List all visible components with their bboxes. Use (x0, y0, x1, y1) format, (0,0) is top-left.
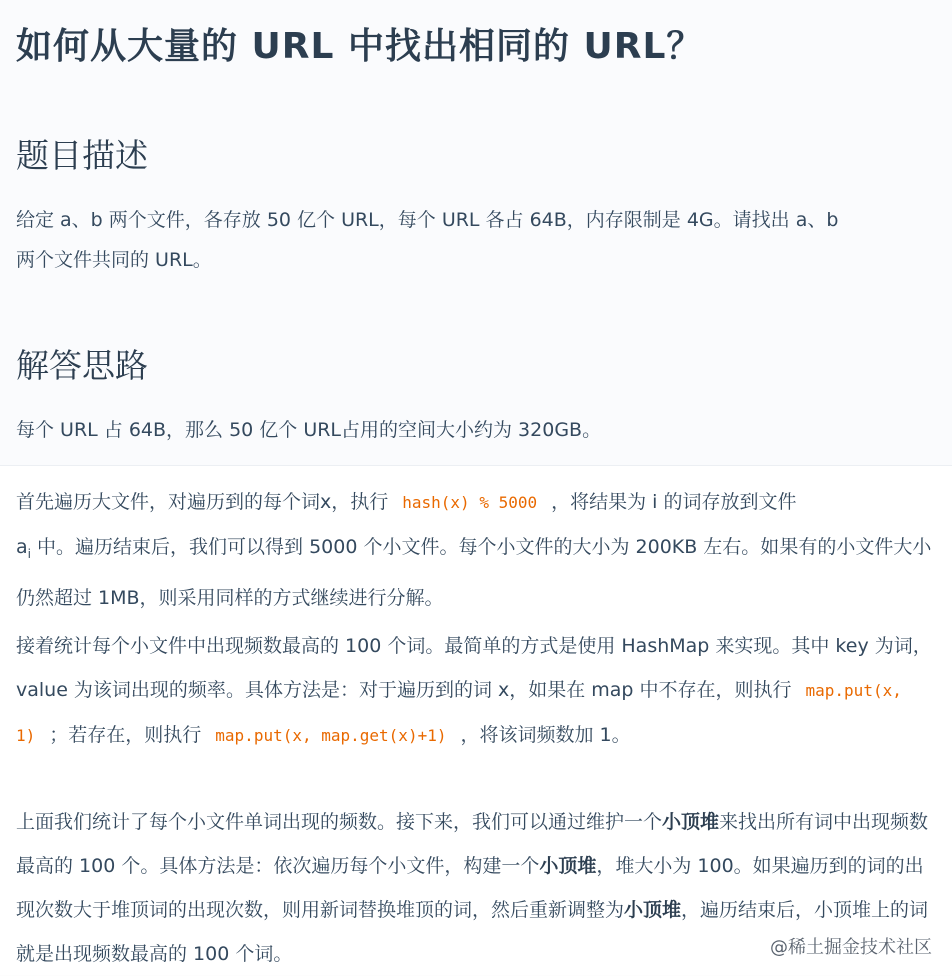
step-count-paragraph (16, 624, 940, 758)
section-heading-description: 题目描述 (16, 136, 148, 175)
bold-term: 小顶堆 (662, 811, 720, 833)
text-span: 来找出所有词中出现频数最高的 100 个。具体方法是：依次遍历每个小文件，构建一个 (16, 811, 929, 877)
text-span: ，遍历结束后，小顶堆上的词就是出现频数最高的 100 个词。 (16, 899, 929, 965)
file-index-subscript: i (27, 546, 31, 561)
bold-term: 小顶堆 (539, 855, 597, 877)
text-span: ；若存在，则执行 (49, 724, 202, 746)
watermark: @稀土掘金技术社区 (770, 937, 932, 958)
inline-code-put-increment: map.put(x, map.get(x)+1) (215, 726, 447, 745)
description-line-1: 给定 a、b 两个文件，各存放 50 亿个 URL，每个 URL 各占 64B，内存限制是 4G。请找出 a、b (16, 209, 839, 231)
page-title: 如何从大量的 URL 中找出相同的 URL？ (16, 26, 704, 67)
upper-section (0, 0, 952, 465)
description-line-2: 两个文件共同的 URL。 (16, 249, 212, 271)
text-span: 中。遍历结束后，我们可以得到 5000 个小文件。每个小文件的大小为 200KB 左右。如果有的小文件大小仍然超过 1MB，则采用同样的方式继续进行分解。 (16, 536, 932, 609)
section-heading-solution: 解答思路 (16, 346, 148, 385)
description-paragraph (16, 200, 940, 280)
text-span: ，将该词频数加 1。 (460, 724, 631, 746)
solution-intro-paragraph: 每个 URL 占 64B，那么 50 亿个 URL占用的空间大小约为 320GB。 (16, 419, 602, 441)
lower-section (0, 465, 952, 975)
text-span: ，堆大小为 100。如果遍历到的词的出现次数大于堆顶词的出现次数，则用新词替换堆顶的词，然后重新调整为 (16, 855, 924, 921)
bold-term: 小顶堆 (624, 899, 682, 921)
text-span: 首先遍历大文件，对遍历到的每个词x，执行 (16, 491, 389, 513)
inline-code-put-new: map.put(x, 1) (16, 681, 902, 745)
file-name: a (16, 536, 28, 558)
inline-code-hash: hash(x) % 5000 (402, 493, 538, 512)
text-span: 接着统计每个小文件中出现频数最高的 100 个词。最简单的方式是使用 HashMap 来实现。其中 key 为词，value 为该词出现的频率。具体方法是：对于遍历到的词 x，如果在 map 中不存在，则执行 (16, 635, 932, 701)
text-span: ，将结果为 i 的词存放到文件 (551, 491, 797, 513)
text-span: 上面我们统计了每个小文件单词出现的频数。接下来，我们可以通过维护一个 (16, 811, 663, 833)
step-hash-paragraph (16, 480, 940, 620)
